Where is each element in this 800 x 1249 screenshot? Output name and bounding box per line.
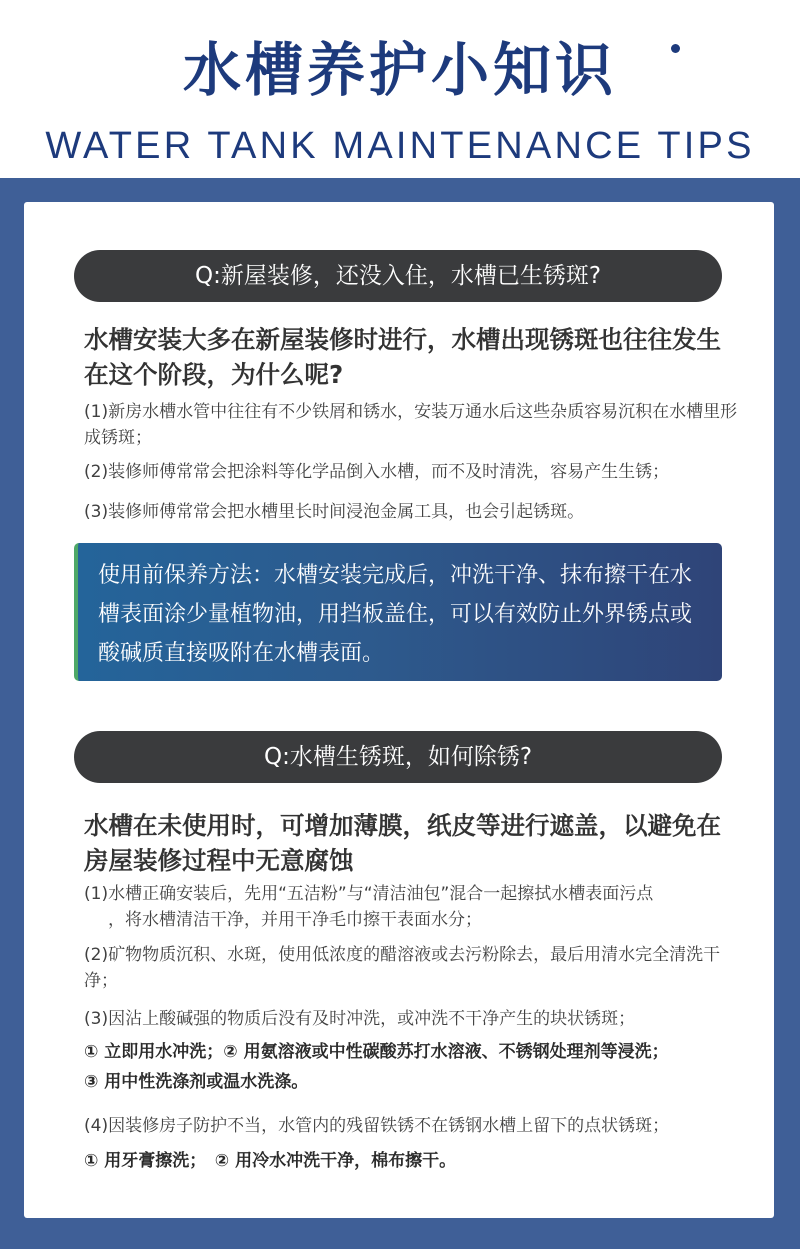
- section2-item-3-steps-line-1: ① 立即用水冲洗；② 用氨溶液或中性碳酸苏打水溶液、不锈钢处理剂等浸洗；: [84, 1042, 669, 1062]
- page-title: 水槽养护小知识: [182, 36, 617, 104]
- question-banner-1: Q:新屋装修，还没入住，水槽已生锈斑?: [74, 250, 722, 302]
- section2-item-4: (4)因装修房子防护不当，水管内的残留铁锈不在锈钢水槽上留下的点状锈斑；: [84, 1116, 670, 1136]
- page-header: [0, 0, 800, 178]
- title-dot-decoration: [671, 44, 680, 53]
- section2-item-2: (2)矿物物质沉积、水斑，使用低浓度的醋溶液或去污粉除去，最后用清水完全清洗干净；: [84, 945, 721, 991]
- section2-item-3: (3)因沾上酸碱强的物质后没有及时冲洗，或冲洗不干净产生的块状锈斑；: [84, 1009, 636, 1029]
- section1-lead: 水槽安装大多在新屋装修时进行，水槽出现锈斑也往往发生在这个阶段，为什么呢?: [84, 325, 721, 389]
- section2-lead: 水槽在未使用时，可增加薄膜，纸皮等进行遮盖，以避免在房屋装修过程中无意腐蚀: [84, 811, 721, 875]
- section1-item-2: (2)装修师傅常常会把涂料等化学品倒入水槽，而不及时清洗，容易产生生锈；: [84, 462, 670, 482]
- section2-item-4-steps: ① 用牙膏擦洗； ② 用冷水冲洗干净，棉布擦干。: [84, 1151, 457, 1171]
- section1-item-3: (3)装修师傅常常会把水槽里长时间浸泡金属工具，也会引起锈斑。: [84, 502, 585, 522]
- section2-item-1-line-1: (1)水槽正确安装后，先用“五洁粉”与“清洁油包”混合一起擦拭水槽表面污点: [84, 884, 654, 904]
- page-subtitle: WATER TANK MAINTENANCE TIPS: [45, 125, 755, 167]
- section2-item-3-steps-line-2: ③ 用中性洗涤剂或温水洗涤。: [84, 1072, 309, 1092]
- section2-item-1-line-2: ，将水槽清洁干净，并用干净毛巾擦干表面水分；: [108, 910, 482, 930]
- maintenance-tip-box: 使用前保养方法：水槽安装完成后，冲洗干净、抹布擦干在水槽表面涂少量植物油，用挡板盖住，可以有效防止外界锈点或酸碱质直接吸附在水槽表面。: [74, 543, 722, 681]
- question-banner-2: Q:水槽生锈斑，如何除锈?: [74, 731, 722, 783]
- section1-item-1: (1)新房水槽水管中往往有不少铁屑和锈水，安装万通水后这些杂质容易沉积在水槽里形成锈斑；: [84, 402, 738, 448]
